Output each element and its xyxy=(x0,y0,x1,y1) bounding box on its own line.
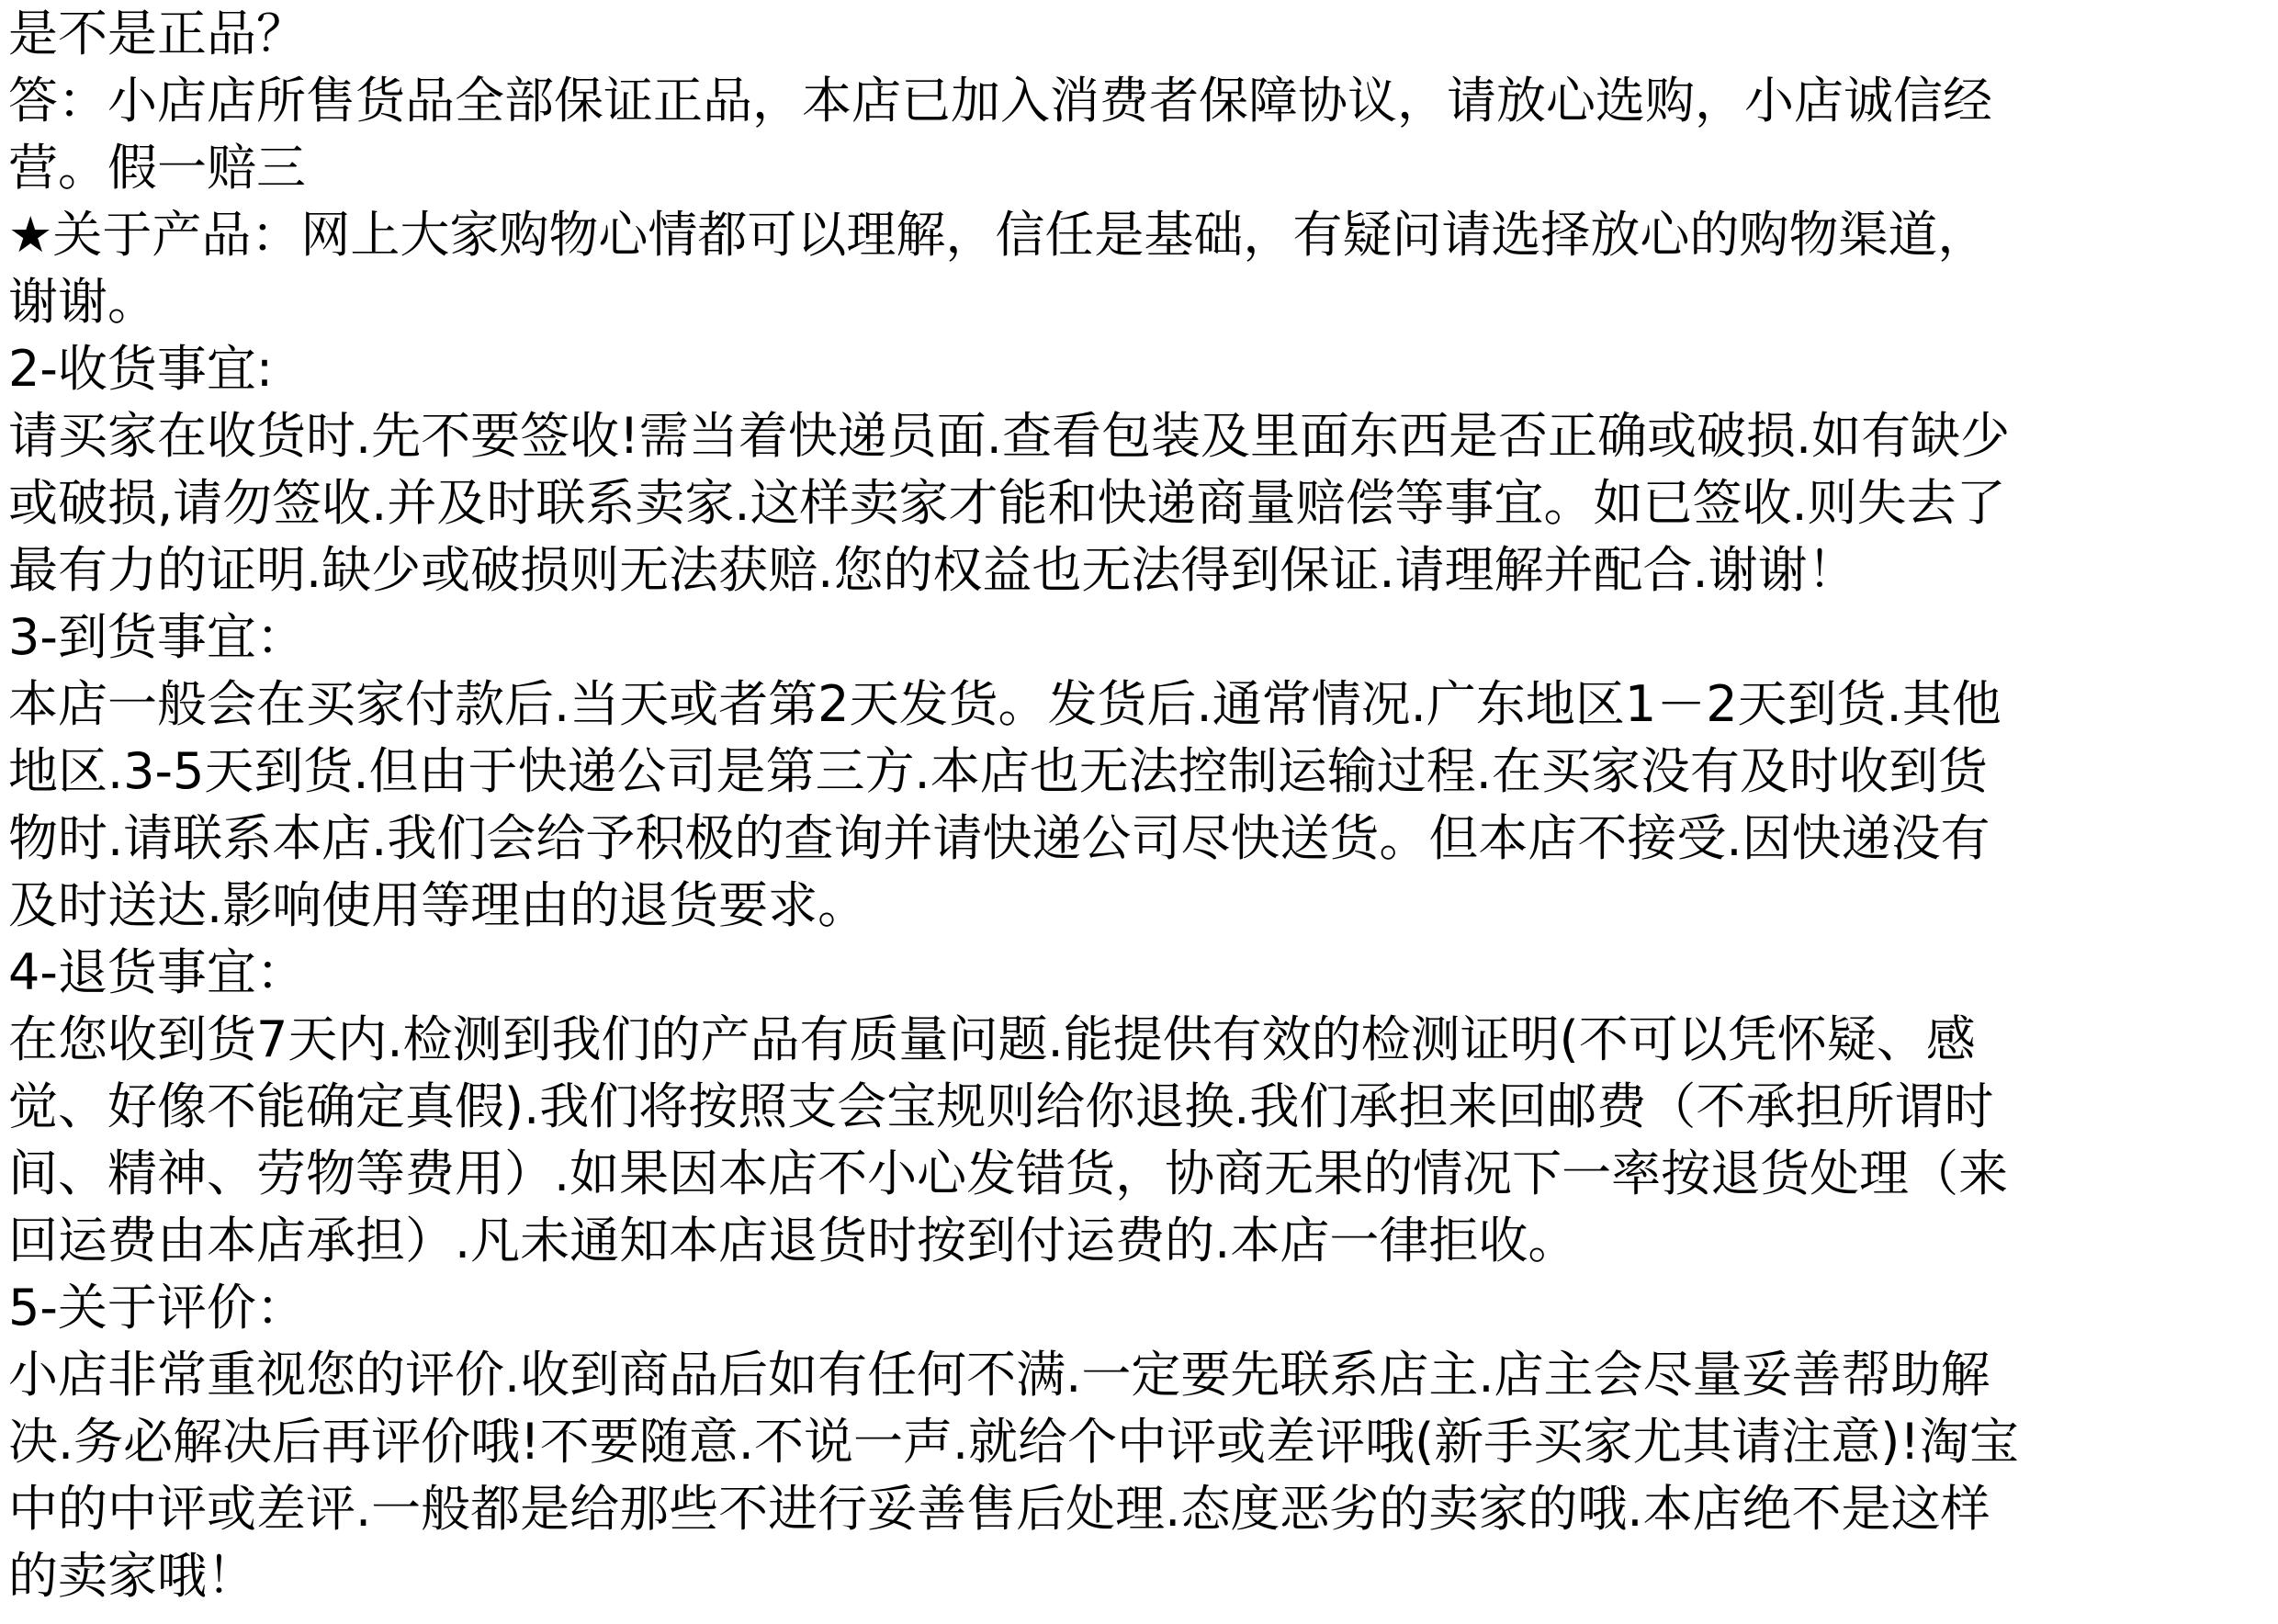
reviews-text-line-4: 的卖家哦！ xyxy=(8,1547,256,1605)
reviews-text-line-2: 决.务必解决后再评价哦!不要随意.不说一声.就给个中评或差评哦(新手买家尤其请注意)!淘宝 xyxy=(8,1413,2019,1471)
delivery-heading: 3-到货事宜： xyxy=(8,608,306,666)
answer-authentic-line-1: 答：小店店所售货品全部保证正品，本店已加入消费者保障协议，请放心选购，小店诚信经 xyxy=(8,72,1992,130)
reviews-heading: 5-关于评价： xyxy=(8,1279,306,1336)
store-policy-document xyxy=(8,0,2250,1609)
reviews-text-line-1: 小店非常重视您的评价.收到商品后如有任何不满.一定要先联系店主.店主会尽量妥善帮助解 xyxy=(8,1346,1990,1404)
about-product-line-1: ★关于产品：网上大家购物心情都可以理解，信任是基础，有疑问请选择放心的购物渠道， xyxy=(8,206,1988,264)
delivery-text-line-1: 本店一般会在买家付款后.当天或者第2天发货。发货后.通常情况.广东地区1－2天到货.其他 xyxy=(8,675,2002,733)
receiving-text-line-1: 请买家在收货时.先不要签收!需当着快递员面.查看包装及里面东西是否正确或破损.如有缺少 xyxy=(8,407,2011,465)
returns-heading: 4-退货事宜： xyxy=(8,943,306,1001)
receiving-text-line-3: 最有力的证明.缺少或破损则无法获赔.您的权益也无法得到保证.请理解并配合.谢谢！ xyxy=(8,541,1857,599)
question-authentic-heading: 是不是正品？ xyxy=(8,5,306,62)
returns-text-line-4: 回运费由本店承担）.凡未通知本店退货时按到付运费的.本店一律拒收。 xyxy=(8,1212,1578,1269)
receiving-heading: 2-收货事宜: xyxy=(8,340,274,398)
returns-text-line-1: 在您收到货7天内.检测到我们的产品有质量问题.能提供有效的检测证明(不可以凭怀疑、感 xyxy=(8,1010,1976,1068)
delivery-text-line-3: 物时.请联系本店.我们会给予积极的查询并请快递公司尽快送货。但本店不接受.因快递没有 xyxy=(8,809,1990,867)
returns-text-line-3: 间、精神、劳物等费用）.如果因本店不小心发错货，协商无果的情况下一率按退货处理（来 xyxy=(8,1145,2009,1202)
delivery-text-line-2: 地区.3-5天到货.但由于快递公司是第三方.本店也无法控制运输过程.在买家没有及时收到货 xyxy=(8,742,1988,800)
receiving-text-line-2: 或破损,请勿签收.并及时联系卖家.这样卖家才能和快递商量赔偿等事宜。如已签收.则失去了 xyxy=(8,474,2006,532)
delivery-text-line-4: 及时送达.影响使用等理由的退货要求。 xyxy=(8,876,868,934)
returns-text-line-2: 觉、好像不能确定真假).我们将按照支会宝规则给你退换.我们承担来回邮费（不承担所谓时 xyxy=(8,1077,1994,1135)
about-product-line-2: 谢谢。 xyxy=(8,273,157,331)
reviews-text-line-3: 中的中评或差评.一般都是给那些不进行妥善售后处理.态度恶劣的卖家的哦.本店绝不是这样 xyxy=(8,1480,1990,1538)
answer-authentic-line-2: 营。假一赔三 xyxy=(8,139,306,197)
